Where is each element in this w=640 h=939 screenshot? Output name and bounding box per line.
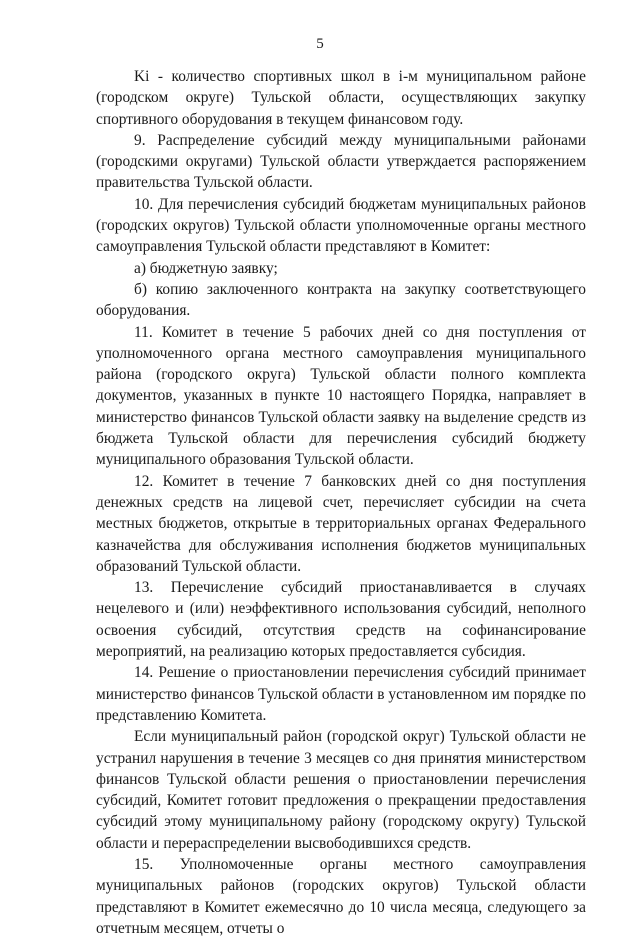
- page-number: 5: [316, 36, 324, 52]
- paragraph-11: 11. Комитет в течение 5 рабочих дней со дня поступления от уполномоченного органа местного самоуправления муниципального района (городского округа) Тульской области полного комплекта документов, указанных в пункте 10 настоящего Порядка, направляет в министерство финансов Тульской области заявку на выделение средств из бюджета Тульской области для перечисления субсидий бюджету муниципального образования Тульской области.: [96, 323, 586, 469]
- paragraph-10: 10. Для перечисления субсидий бюджетам муниципальных районов (городских округов) Тульской области уполномоченные органы местного самоуправления Тульской области представляют в Комитет:: [96, 195, 586, 256]
- paragraph-10b: б) копию заключенного контракта на закупку соответствующего оборудования.: [96, 280, 586, 320]
- paragraph-9: 9. Распределение субсидий между муниципальными районами (городскими округами) Тульской области утверждается распоряжением правительства Тульской области.: [96, 131, 586, 192]
- paragraph-14: 14. Решение о приостановлении перечисления субсидий принимает министерство финансов Тульской области в установленном им порядке по представлению Комитета.: [96, 664, 586, 724]
- paragraph-10a: а) бюджетную заявку;: [134, 259, 278, 277]
- paragraph-14-continued: Если муниципальный район (городской округ) Тульской области не устранил нарушения в течение 3 месяцев со дня принятия министерством финансов Тульской области решения о приостановлении перечисления субсидий, Комитет готовит предложения о прекращении предоставления субсидий этому муниципальному району (городскому округу) Тульской области и перераспределении высвободившихся средств.: [96, 728, 586, 852]
- paragraph-12: 12. Комитет в течение 7 банковских дней со дня поступления денежных средств на лицевой счет, перечисляет субсидии на счета местных бюджетов, открытые в территориальных органах Федерального казначейства для обслуживания исполнения бюджетов муниципальных образований Тульской области.: [96, 472, 586, 575]
- paragraph-13: 13. Перечисление субсидий приостанавливается в случаях нецелевого и (или) неэффективного использования субсидий, неполного освоения субсидий, отсутствия средств на софинансирование мероприятий, на реализацию которых предоставляется субсидия.: [96, 579, 586, 661]
- document-body: [96, 66, 586, 939]
- paragraph-ki-definition: Ki - количество спортивных школ в i-м муниципальном районе (городском округе) Тульской области, осуществляющих закупку спортивного оборудования в текущем финансовом году.: [96, 68, 586, 128]
- paragraph-15: 15. Уполномоченные органы местного самоуправления муниципальных районов (городских округов) Тульской области представляют в Комитет ежемесячно до 10 числа месяца, следующего за отчетным месяцем, отчеты о: [96, 855, 586, 937]
